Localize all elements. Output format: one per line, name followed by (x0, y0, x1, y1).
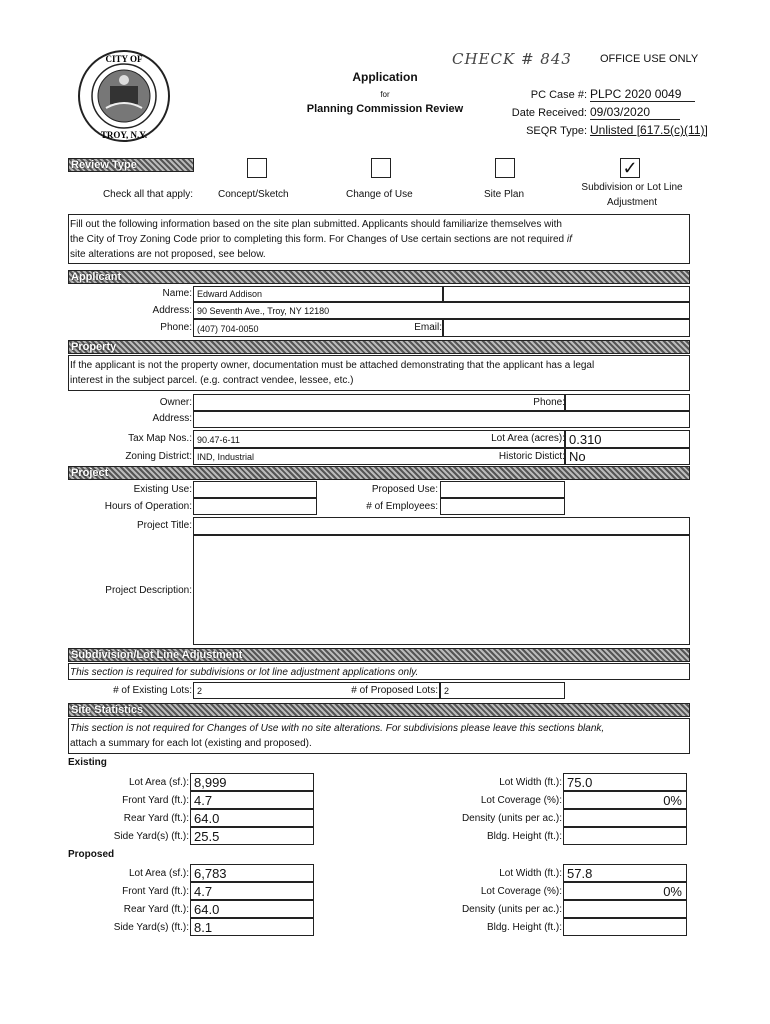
ex-height-field[interactable] (563, 827, 687, 845)
pr-side-yard-label: Side Yard(s) (ft.): (113, 922, 189, 933)
pr-lot-coverage-value: 0% (663, 884, 682, 899)
pr-front-yard-field[interactable] (190, 882, 314, 900)
ex-density-label: Density (units per ac.): (461, 813, 562, 824)
applicant-phone-value: (407) 704-0050 (197, 324, 259, 334)
concept-sketch-label: Concept/Sketch (218, 189, 289, 200)
property-note-line1: If the applicant is not the property owner, documentation must be attached demonstrating that the applicant has a legal (70, 360, 595, 371)
change-of-use-label: Change of Use (346, 189, 413, 200)
hours-field[interactable] (193, 498, 317, 515)
proposed-heading: Proposed (68, 849, 115, 860)
ex-rear-yard-field[interactable] (190, 809, 314, 827)
ex-lot-width-value: 75.0 (567, 775, 593, 790)
tax-map-value: 90.47-6-11 (197, 435, 240, 445)
pr-lot-width-value: 57.8 (567, 866, 593, 881)
pr-front-yard-label: Front Yard (ft.): (122, 886, 189, 897)
project-description-label: Project Description: (105, 585, 192, 596)
pc-case-label: PC Case #: (530, 89, 587, 101)
pr-lot-coverage-field[interactable] (563, 882, 687, 900)
property-section-bar (68, 340, 690, 354)
instructions-line2-italic: if (566, 234, 572, 245)
ex-front-yard-field[interactable] (190, 791, 314, 809)
zoning-district-label: Zoning District: (125, 451, 192, 462)
pr-side-yard-field[interactable] (190, 918, 314, 936)
ex-lot-area-label: Lot Area (sf.): (128, 777, 189, 788)
existing-use-field[interactable] (193, 481, 317, 498)
site-statistics-note (70, 721, 690, 751)
instructions-line2: the City of Troy Zoning Code prior to completing this form. For Changes of Use certain sections are not required (70, 234, 565, 245)
site-plan-label: Site Plan (484, 189, 525, 200)
city-seal (76, 48, 172, 144)
subdivision-section-label: Subdivision/Lot Line Adjustment (71, 649, 243, 661)
review-type-section-bar (68, 158, 194, 172)
pr-lot-area-value: 6,783 (194, 866, 227, 881)
subdivision-checkbox[interactable] (620, 158, 640, 178)
proposed-lots-value: 2 (444, 686, 450, 696)
historic-district-field[interactable] (565, 448, 690, 465)
applicant-name-label: Name: (162, 288, 192, 299)
ex-lot-width-field[interactable] (563, 773, 687, 791)
property-note (70, 358, 690, 388)
ex-rear-yard-value: 64.0 (194, 811, 220, 826)
instructions-line1: Fill out the following information based on the site plan submitted. Applicants should familiarize themselves with (70, 219, 562, 230)
ex-lot-coverage-label: Lot Coverage (%): (480, 795, 562, 806)
proposed-use-label: Proposed Use: (371, 484, 438, 495)
project-title-field[interactable] (193, 517, 690, 535)
owner-address-field[interactable] (193, 411, 690, 428)
tax-map-label: Tax Map Nos.: (128, 433, 192, 444)
change-of-use-checkbox[interactable] (371, 158, 391, 178)
pr-density-label: Density (units per ac.): (461, 904, 562, 915)
existing-heading: Existing (68, 757, 107, 768)
concept-sketch-checkbox[interactable] (247, 158, 267, 178)
pr-rear-yard-value: 64.0 (194, 902, 220, 917)
site-plan-checkbox[interactable] (495, 158, 515, 178)
ex-rear-yard-label: Rear Yard (ft.): (123, 813, 189, 824)
lot-area-acres-label: Lot Area (acres): (491, 433, 565, 444)
subdivision-label: Subdivision or Lot Line Adjustment (581, 182, 683, 208)
title-line1: Application (352, 70, 418, 84)
ex-height-label: Bldg. Height (ft.): (486, 831, 562, 842)
instructions-line3: site alterations are not proposed, see below. (70, 249, 266, 260)
date-received-label: Date Received: (511, 107, 587, 119)
historic-district-label: Historic Distict: (498, 451, 565, 462)
project-section-bar (68, 466, 690, 480)
ex-lot-coverage-field[interactable] (563, 791, 687, 809)
site-statistics-section-bar (68, 703, 690, 717)
project-section-label: Project (71, 467, 109, 479)
applicant-section-bar (68, 270, 690, 284)
proposed-lots-field[interactable] (440, 682, 565, 699)
svg-text:TROY, N.Y.: TROY, N.Y. (100, 130, 148, 140)
ex-lot-coverage-value: 0% (663, 793, 682, 808)
seqr-type-value: Unlisted [617.5(c)(11)] (590, 123, 708, 137)
pr-height-label: Bldg. Height (ft.): (486, 922, 562, 933)
owner-field[interactable] (193, 394, 565, 411)
ex-front-yard-value: 4.7 (194, 793, 213, 808)
applicant-section-label: Applicant (71, 271, 122, 283)
applicant-address-label: Address: (152, 305, 192, 316)
handwritten-check-note: CHECK # 843 (452, 50, 572, 68)
pr-density-field[interactable] (563, 900, 687, 918)
lot-area-acres-field[interactable] (565, 430, 690, 448)
instructions-text (70, 217, 690, 262)
pr-side-yard-value: 8.1 (194, 920, 213, 935)
check-all-label: Check all that apply: (102, 189, 193, 200)
ex-side-yard-value: 25.5 (194, 829, 220, 844)
ex-lot-area-value: 8,999 (194, 775, 227, 790)
svg-text:CITY OF: CITY OF (105, 54, 143, 64)
subdivision-section-bar (68, 648, 690, 662)
pc-case-value: PLPC 2020 0049 (590, 87, 695, 102)
office-use-label: OFFICE USE ONLY (600, 53, 699, 65)
existing-lots-value: 2 (197, 686, 203, 696)
employees-field[interactable] (440, 498, 565, 515)
site-statistics-note-line1: This section is not required for Changes of Use with no site alterations. For subdivisions please leave this sections blank, (70, 723, 605, 734)
pr-height-field[interactable] (563, 918, 687, 936)
ex-density-field[interactable] (563, 809, 687, 827)
seqr-type-label: SEQR Type: (526, 125, 587, 137)
property-section-label: Property (71, 341, 117, 353)
lot-area-acres-value: 0.310 (569, 432, 602, 447)
ex-front-yard-label: Front Yard (ft.): (122, 795, 189, 806)
employees-label: # of Employees: (366, 501, 438, 512)
property-note-line2: interest in the subject parcel. (e.g. contract vendee, lessee, etc.) (70, 375, 354, 386)
site-statistics-note-line2: attach a summary for each lot (existing and proposed). (70, 738, 312, 749)
historic-district-value: No (569, 449, 586, 464)
project-description-field[interactable] (193, 535, 690, 645)
applicant-address-field[interactable] (193, 302, 690, 319)
date-received-value: 09/03/2020 (590, 105, 680, 120)
pr-lot-width-label: Lot Width (ft.): (499, 868, 562, 879)
review-type-section-label: Review Type (71, 159, 137, 171)
ex-side-yard-field[interactable] (190, 827, 314, 845)
subdivision-note: This section is required for subdivisions or lot line adjustment applications only. (70, 667, 419, 678)
pr-lot-area-field[interactable] (190, 864, 314, 882)
applicant-name-field[interactable] (193, 286, 443, 302)
title-line2: for (380, 90, 390, 99)
form-title (290, 70, 480, 115)
pr-lot-area-label: Lot Area (sf.): (128, 868, 189, 879)
contact-field[interactable] (443, 286, 690, 302)
ex-side-yard-label: Side Yard(s) (ft.): (113, 831, 189, 842)
applicant-email-label: Email: (414, 322, 442, 333)
ex-lot-width-label: Lot Width (ft.): (499, 777, 562, 788)
zoning-district-value: IND, Industrial (197, 452, 255, 462)
hours-label: Hours of Operation: (104, 501, 192, 512)
applicant-phone-label: Phone: (160, 322, 192, 333)
title-line3: Planning Commission Review (306, 103, 464, 115)
applicant-phone-field[interactable] (193, 319, 443, 337)
existing-lots-label: # of Existing Lots: (113, 685, 192, 696)
applicant-address-value: 90 Seventh Ave., Troy, NY 12180 (197, 306, 330, 316)
ex-lot-area-field[interactable] (190, 773, 314, 791)
applicant-email-field[interactable] (443, 319, 690, 337)
proposed-use-field[interactable] (440, 481, 565, 498)
owner-phone-field[interactable] (565, 394, 690, 411)
applicant-name-value: Edward Addison (197, 289, 263, 299)
owner-label: Owner: (159, 397, 192, 408)
existing-use-label: Existing Use: (133, 484, 192, 495)
pr-rear-yard-field[interactable] (190, 900, 314, 918)
checkmark-icon: ✓ (622, 158, 638, 178)
pr-lot-coverage-label: Lot Coverage (%): (480, 886, 562, 897)
owner-address-label: Address: (152, 413, 192, 424)
proposed-lots-label: # of Proposed Lots: (351, 685, 438, 696)
pr-rear-yard-label: Rear Yard (ft.): (123, 904, 189, 915)
pr-lot-width-field[interactable] (563, 864, 687, 882)
pr-front-yard-value: 4.7 (194, 884, 213, 899)
owner-phone-label: Phone: (533, 397, 565, 408)
site-statistics-section-label: Site Statistics (71, 704, 144, 716)
project-title-label: Project Title: (136, 520, 192, 531)
instructions-line2-wrap (70, 232, 690, 247)
